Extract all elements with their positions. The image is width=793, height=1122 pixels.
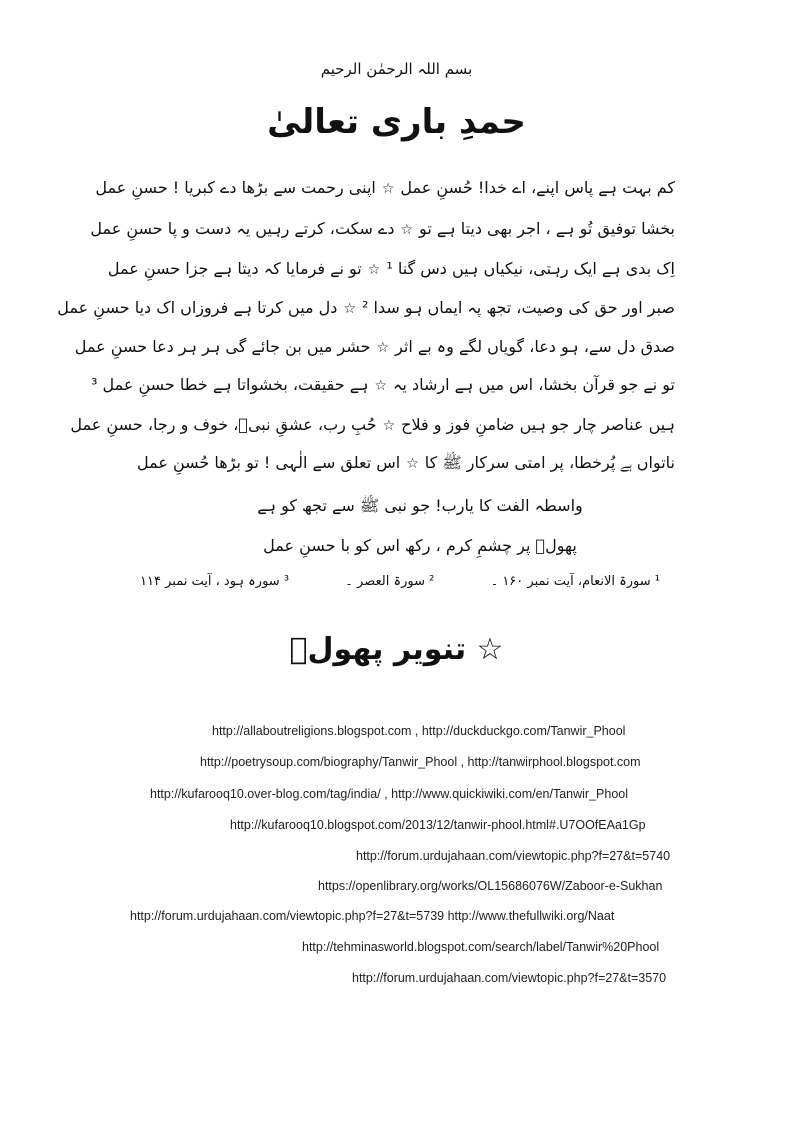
verse-6-second-half: ہے حقیقت، بخشواتا ہے خطا حسنِ عمل ³ bbox=[90, 375, 369, 394]
link-line-4[interactable]: http://kufarooq10.blogspot.com/2013/12/tanwir-phool.html#.U7OOfEAa1Gp bbox=[230, 818, 646, 832]
link-line-9[interactable]: http://forum.urdujahaan.com/viewtopic.php?f=27&t=3570 bbox=[352, 971, 667, 985]
verse-1-second-half: اپنی رحمت سے بڑھا دے کبریا ! حسنِ عمل bbox=[95, 178, 376, 197]
verse-line-1 bbox=[95, 178, 675, 197]
footnote-2: ² سورۃ العصر ۔ bbox=[345, 574, 435, 589]
verse-line-5 bbox=[74, 337, 675, 356]
verse-2-first-half: بخشا توفیق تُو ہے ، اجر بھی دیتا ہے تو bbox=[419, 219, 675, 238]
verse-8-first-half: ناتواں ہے پُرخطا، پر امتی سرکار ﷺ کا bbox=[424, 453, 675, 472]
verse-5-first-half: صدق دل سے، ہو دعا، گویاں لگے وہ بے اثر bbox=[395, 337, 675, 356]
closing-line-2: پھولؔ پر چشمِ کرم ، رکھ اس کو با حسنِ عمل bbox=[263, 536, 577, 555]
verse-line-4 bbox=[57, 298, 675, 317]
verse-line-6 bbox=[90, 375, 675, 394]
page-title: حمدِ باری تعالیٰ bbox=[267, 102, 526, 142]
bismillah-heading: بسم اللہ الرحمٰن الرحیم bbox=[320, 60, 473, 78]
star-separator-icon: ☆ bbox=[376, 340, 390, 356]
verse-4-second-half: دل میں کرتا ہے فروزاں اک دیا حسنِ عمل bbox=[57, 298, 338, 317]
star-separator-icon: ☆ bbox=[343, 301, 356, 317]
footnote-1: ¹ سورۃ الانعام، آیت نمبر ۱۶۰ ۔ bbox=[490, 574, 660, 589]
author-signature: ☆ تنویر پھولؔ bbox=[289, 632, 504, 667]
verse-line-7 bbox=[70, 415, 675, 434]
verse-6-first-half: تو نے جو قرآن بخشا، اس میں ہے ارشاد یہ bbox=[393, 375, 675, 394]
star-separator-icon: ☆ bbox=[381, 181, 395, 197]
star-separator-icon: ☆ bbox=[400, 222, 414, 238]
star-separator-icon: ☆ bbox=[367, 262, 381, 278]
verse-3-second-half: تو نے فرمایا کہ دیتا ہے جزا حسنِ عمل bbox=[107, 259, 362, 278]
star-separator-icon: ☆ bbox=[406, 456, 419, 472]
verse-2-second-half: دے سکت، کرتے رہیں یہ دست و پا حسنِ عمل bbox=[90, 219, 395, 238]
link-line-5[interactable]: http://forum.urdujahaan.com/viewtopic.php?f=27&t=5740 bbox=[356, 849, 671, 863]
verse-5-second-half: حشر میں بن جائے گی ہر ہر دعا حسنِ عمل bbox=[74, 337, 371, 356]
star-separator-icon: ☆ bbox=[374, 378, 388, 394]
verse-1-first-half: کم بہت ہے پاس اپنے، اے خدا! حُسنِ عمل bbox=[400, 178, 675, 197]
verse-7-second-half: حُبِ رب، عشقِ نبیؐ، خوف و رجا، حسنِ عمل bbox=[70, 415, 377, 434]
link-line-8[interactable]: http://tehminasworld.blogspot.com/search/label/Tanwir%20Phool bbox=[302, 940, 660, 954]
verse-line-2 bbox=[90, 219, 675, 238]
footnote-3: ³ سورہ ہود ، آیت نمبر ۱۱۴ bbox=[140, 574, 290, 589]
verse-4-first-half: صبر اور حق کی وصیت، تجھ پہ ایماں ہو سدا ² bbox=[361, 298, 675, 317]
link-line-6[interactable]: https://openlibrary.org/works/OL15686076W/Zaboor-e-Sukhan bbox=[318, 879, 663, 893]
closing-line-1: واسطہ الفت کا یارب! جو نبی ﷺ سے تجھ کو ہے bbox=[257, 496, 583, 515]
link-line-7[interactable]: http://forum.urdujahaan.com/viewtopic.php?f=27&t=5739 http://www.thefullwiki.org/Naat bbox=[130, 909, 615, 923]
verse-line-3 bbox=[107, 259, 675, 278]
verse-line-8 bbox=[136, 453, 675, 476]
verse-8-second-half: اس تعلق سے الٰہی ! تو بڑھا حُسنِ عمل bbox=[136, 453, 401, 472]
link-line-3[interactable]: http://kufarooq10.over-blog.com/tag/india/ , http://www.quickiwiki.com/en/Tanwir_Phool bbox=[150, 787, 629, 801]
link-line-1[interactable]: http://allaboutreligions.blogspot.com , http://duckduckgo.com/Tanwir_Phool bbox=[212, 724, 626, 738]
verse-7-first-half: ہیں عناصر چار جو ہیں ضامنِ فوز و فلاح bbox=[401, 415, 675, 434]
star-separator-icon: ☆ bbox=[382, 418, 396, 434]
footnote-references bbox=[140, 574, 660, 589]
verse-3-first-half: اِک بدی ہے ایک رہتی، نیکیاں ہیں دس گنا ¹ bbox=[386, 259, 675, 278]
link-line-2[interactable]: http://poetrysoup.com/biography/Tanwir_Phool , http://tanwirphool.blogspot.com bbox=[200, 755, 641, 769]
